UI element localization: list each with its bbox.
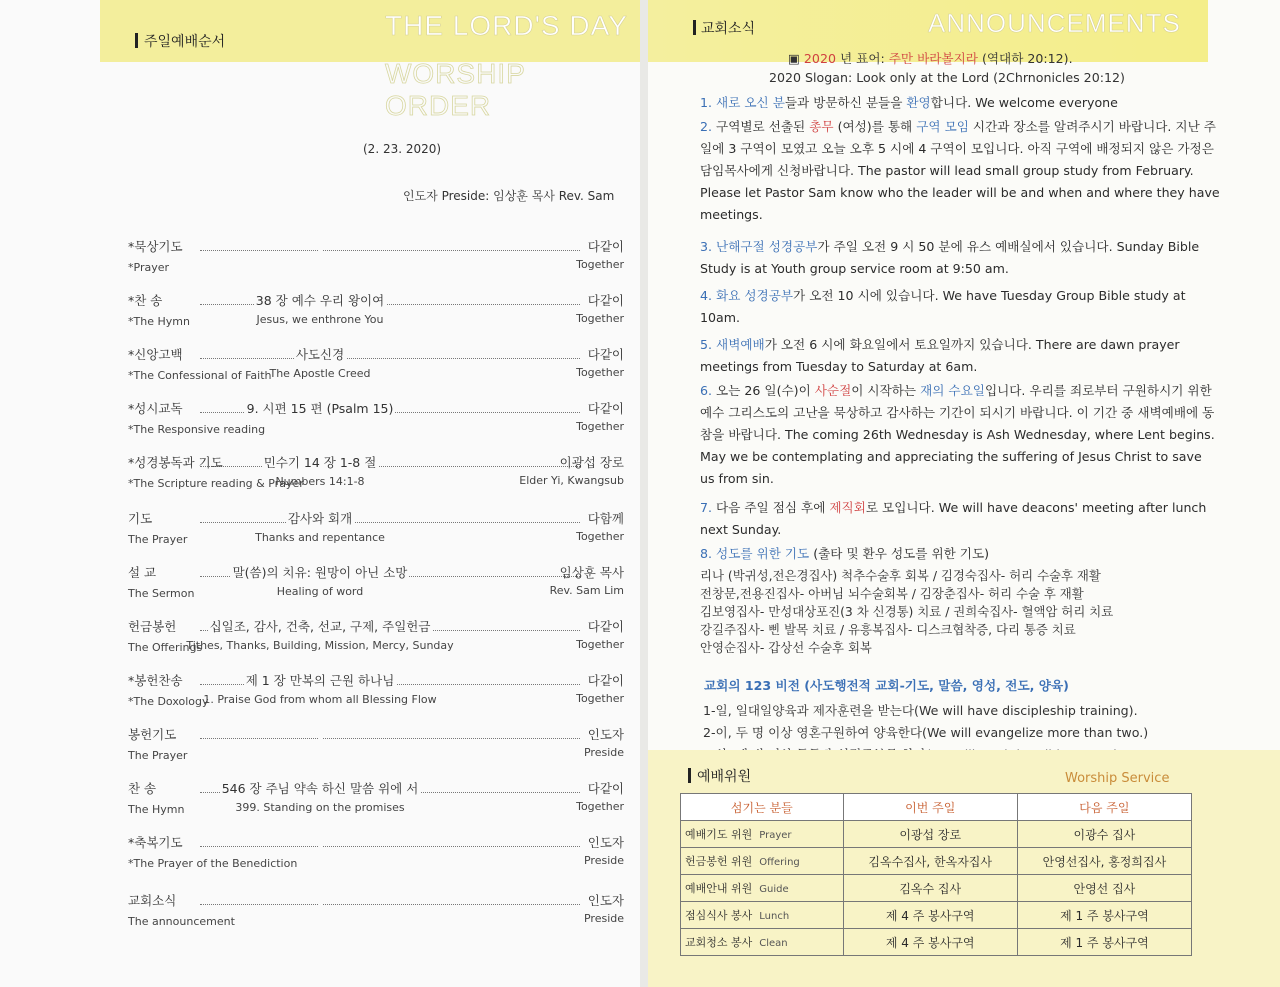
order-content-kr: 감사와 회개 bbox=[287, 511, 353, 526]
prayer-item: 전창문,전용진집사- 아버님 뇌수술회복 / 김장춘집사- 허리 수술 후 재활 bbox=[700, 586, 1084, 601]
order-content-en: Thanks and repentance bbox=[255, 531, 385, 544]
order-content-en: Tithes, Thanks, Building, Mission, Mercy, Sunday bbox=[186, 639, 454, 652]
header-roles: 섬기는 분들 bbox=[681, 794, 844, 821]
announcement-item bbox=[700, 116, 1220, 226]
order-title-en: *Prayer bbox=[128, 261, 170, 274]
order-title-kr: 설 교 bbox=[128, 565, 157, 580]
order-leader-en: Rev. Sam Lim bbox=[549, 584, 624, 597]
order-leader-kr: 다같이 bbox=[587, 781, 624, 796]
order-title-kr: 찬 송 bbox=[128, 781, 157, 796]
order-title-kr: *신앙고백 bbox=[128, 347, 183, 362]
order-leader-kr: 다같이 bbox=[587, 239, 624, 254]
order-title-kr: *성경봉독과 기도 bbox=[128, 455, 223, 470]
next-week-cell: 이광수 집사 bbox=[1017, 821, 1191, 848]
announcement-text: 새로 오신 분들과 방문하신 분들을 환영합니다. We welcome everyone bbox=[716, 95, 1118, 110]
order-title-en: *The Prayer of the Benediction bbox=[128, 857, 298, 870]
order-title-kr: *성시교독 bbox=[128, 401, 183, 416]
order-leader-en: Together bbox=[576, 800, 624, 813]
announcement-number: 3. bbox=[700, 239, 713, 254]
this-week-cell: 제 4 주 봉사구역 bbox=[843, 929, 1017, 956]
order-content-kr: 38 장 예수 우리 왕이여 bbox=[255, 293, 385, 308]
prayer-item: 안영순집사- 갑상선 수술후 회복 bbox=[700, 640, 872, 655]
this-week-cell: 이광섭 장로 bbox=[843, 821, 1017, 848]
order-leader-en: Preside bbox=[583, 854, 624, 867]
order-title-kr: 교회소식 bbox=[128, 893, 177, 908]
announcement-text: 구역별로 선출된 총무 (여성)를 통해 구역 모임 시간과 장소를 알려주시기 바랍니다. 지난 주일에 3 구역이 모였고 오늘 오후 5 시에 4 구역이 모입니다. 아직 구역에 배정되지 않은 가정은 담임목사에게 신청바랍니다. The pastor will lead small group study from February. Please let Pastor Sam know who the leader will be and when and where they have meetings. bbox=[700, 119, 1220, 222]
announcement-item bbox=[700, 380, 1220, 490]
role-cell: 예배안내 위원 Guide bbox=[681, 875, 844, 902]
order-leader-kr: 인도자 bbox=[587, 893, 624, 908]
order-leader-kr: 인도자 bbox=[587, 835, 624, 850]
section-marker bbox=[135, 33, 138, 48]
table-row bbox=[681, 821, 1192, 848]
order-content-kr bbox=[0, 237, 640, 252]
order-content-kr: 민수기 14 장 1-8 절 bbox=[263, 455, 377, 470]
order-title-kr: 헌금봉헌 bbox=[128, 619, 177, 634]
this-week-cell: 제 4 주 봉사구역 bbox=[843, 902, 1017, 929]
title-line-2: WORSHIP ORDER bbox=[385, 58, 526, 121]
prayer-item: 김보영집사- 만성대상포진(3 차 신경통) 치료 / 권희숙집사- 혈액암 허리 치료 bbox=[700, 604, 1114, 619]
announcement-text: 난해구절 성경공부가 주일 오전 9 시 50 분에 유스 예배실에서 있습니다. Sunday Bible Study is at Youth group service room at 9:50 am. bbox=[700, 239, 1200, 276]
announcement-number: 6. bbox=[700, 383, 713, 398]
header-next-week: 다음 주일 bbox=[1017, 794, 1191, 821]
order-content-kr bbox=[0, 833, 640, 848]
vision-item: 2-이, 두 명 이상 영혼구원하여 양육한다(We will evangelize more than two.) bbox=[703, 725, 1149, 740]
announcement-item bbox=[700, 285, 1220, 329]
announcement-text: 오는 26 일(수)이 사순절이 시작하는 재의 수요일입니다. 우리를 죄로부터 구원하시기 위한 예수 그리스도의 고난을 묵상하고 감사하는 기간이 되시기 바랍니다. 이 기간 중 새벽예배에 동참을 바랍니다. The coming 26th Wednesday is Ash Wednesday, where Lent begins. May we be contemplating and appreciating the suffering of Jesus Christ to save us from sin. bbox=[700, 383, 1215, 486]
section-label: 주일예배순서 bbox=[144, 34, 226, 50]
order-leader-kr: 다같이 bbox=[587, 293, 624, 308]
announcement-text: 성도를 위한 기도 (출타 및 환우 성도를 위한 기도) bbox=[716, 546, 990, 561]
section-marker bbox=[688, 768, 691, 783]
order-content-kr bbox=[0, 725, 640, 740]
order-leader-en: Preside bbox=[583, 912, 624, 925]
section-label: 교회소식 bbox=[701, 21, 756, 37]
this-week-cell: 김옥수집사, 한옥자집사 bbox=[843, 848, 1017, 875]
order-leader-en: Together bbox=[576, 638, 624, 651]
announcements-title: ANNOUNCEMENTS bbox=[928, 8, 1181, 38]
order-title-en: *The Hymn bbox=[128, 315, 190, 328]
order-leader-en: Preside bbox=[583, 746, 624, 759]
service-label: 예배위원 bbox=[697, 769, 752, 785]
announcement-number: 2. bbox=[700, 119, 713, 134]
prayer-item: 강길주집사- 삔 발목 치료 / 유흥복집사- 디스크협착증, 다리 통증 치료 bbox=[700, 622, 1076, 637]
title-line-1: THE LORD'S DAY bbox=[385, 10, 628, 41]
order-content-en: 399. Standing on the promises bbox=[235, 801, 405, 814]
order-content-kr: 9. 시편 15 편 (Psalm 15) bbox=[246, 401, 394, 416]
worship-service-table bbox=[680, 793, 1192, 956]
next-week-cell: 안영선집사, 홍정희집사 bbox=[1017, 848, 1191, 875]
announcement-item bbox=[700, 334, 1220, 378]
order-title-en: The Offerings bbox=[128, 641, 203, 654]
order-title-en: The Prayer bbox=[128, 533, 188, 546]
order-title-en: The Sermon bbox=[128, 587, 195, 600]
announcement-number: 1. bbox=[700, 95, 713, 110]
order-title-kr: 기도 bbox=[128, 511, 153, 526]
order-content-kr: 제 1 장 만복의 근원 하나님 bbox=[245, 673, 395, 688]
order-title-en: The announcement bbox=[128, 915, 235, 928]
order-leader-kr: 임상훈 목사 bbox=[559, 565, 624, 580]
order-content-kr: 사도신경 bbox=[295, 347, 345, 362]
next-week-cell: 제 1 주 봉사구역 bbox=[1017, 929, 1191, 956]
announcement-number: 7. bbox=[700, 500, 713, 515]
order-title-kr: *축복기도 bbox=[128, 835, 183, 850]
table-row bbox=[681, 929, 1192, 956]
order-content-kr: 십일조, 감사, 건축, 선교, 구제, 주일헌금 bbox=[209, 619, 431, 634]
table-row bbox=[681, 875, 1192, 902]
table-row bbox=[681, 848, 1192, 875]
order-leader-en: Together bbox=[576, 692, 624, 705]
order-content-kr: 말(씀)의 치유: 원망이 아닌 소망 bbox=[232, 565, 408, 580]
order-leader-kr: 다함께 bbox=[587, 511, 624, 526]
order-leader-kr: 다같이 bbox=[587, 401, 624, 416]
order-title-en: *The Doxology bbox=[128, 695, 209, 708]
role-cell: 교회청소 봉사 Clean bbox=[681, 929, 844, 956]
announcement-text: 새벽예배가 오전 6 시에 화요일에서 토요일까지 있습니다. There are dawn prayer meetings from Tuesday to Saturday at 6am. bbox=[700, 337, 1180, 374]
order-leader-kr: 다같이 bbox=[587, 347, 624, 362]
role-cell: 예배기도 위원 Prayer bbox=[681, 821, 844, 848]
slogan-en: 2020 Slogan: Look only at the Lord (2Chrnonicles 20:12) bbox=[769, 70, 1125, 85]
announcement-item bbox=[700, 92, 1220, 114]
announcement-number: 4. bbox=[700, 288, 713, 303]
announcement-number: 5. bbox=[700, 337, 713, 352]
order-leader-kr: 다같이 bbox=[587, 619, 624, 634]
prayer-item: 리나 (박귀성,전은경집사) 척추수술후 회복 / 김경숙집사- 허리 수술후 재활 bbox=[700, 568, 1101, 583]
order-title-en: The Prayer bbox=[128, 749, 188, 762]
page-gutter bbox=[640, 0, 648, 987]
service-en-label: Worship Service bbox=[1065, 771, 1170, 786]
order-content-en: Numbers 14:1-8 bbox=[275, 475, 365, 488]
order-content-en: Healing of word bbox=[276, 585, 364, 598]
order-leader-en: Elder Yi, Kwangsub bbox=[519, 474, 624, 487]
order-leader-en: Together bbox=[576, 312, 624, 325]
order-title-en: The Hymn bbox=[128, 803, 185, 816]
announcements-page bbox=[648, 0, 1280, 987]
order-leader-kr: 이광섭 장로 bbox=[559, 455, 624, 470]
announcement-item bbox=[700, 497, 1220, 541]
order-title-kr: *묵상기도 bbox=[128, 239, 183, 254]
order-title-en: *The Responsive reading bbox=[128, 423, 266, 436]
role-cell: 점심식사 봉사 Lunch bbox=[681, 902, 844, 929]
order-title-en: *The Confessional of Faith bbox=[128, 369, 272, 382]
order-content-kr: 546 장 주님 약속 하신 말씀 위에 서 bbox=[221, 781, 419, 796]
order-leader-kr: 다같이 bbox=[587, 673, 624, 688]
order-content-en: Jesus, we enthrone You bbox=[256, 313, 384, 326]
order-title-kr: 봉헌기도 bbox=[128, 727, 177, 742]
service-date: (2. 23. 2020) bbox=[363, 142, 442, 156]
table-row bbox=[681, 902, 1192, 929]
next-week-cell: 안영선 집사 bbox=[1017, 875, 1191, 902]
slogan-kr: ▣ 2020 년 표어: 주만 바라볼지라 (역대하 20:12). bbox=[788, 51, 1073, 66]
order-content-en: The Apostle Creed bbox=[269, 367, 371, 380]
header-this-week: 이번 주일 bbox=[843, 794, 1017, 821]
announcement-text: 다음 주일 점심 후에 제직회로 모입니다. We will have deacons' meeting after lunch next Sunday. bbox=[700, 500, 1207, 537]
order-leader-en: Together bbox=[576, 530, 624, 543]
vision-item: 1-일, 일대일양육과 제자훈련을 받는다(We will have discipleship training). bbox=[703, 703, 1138, 718]
announcement-text: 화요 성경공부가 오전 10 시에 있습니다. We have Tuesday Group Bible study at 10am. bbox=[700, 288, 1186, 325]
role-cell: 헌금봉헌 위원 Offering bbox=[681, 848, 844, 875]
order-leader-en: Together bbox=[576, 258, 624, 271]
announcement-item bbox=[700, 543, 1220, 565]
order-leader-en: Together bbox=[576, 366, 624, 379]
order-leader-en: Together bbox=[576, 420, 624, 433]
order-title-kr: *봉헌찬송 bbox=[128, 673, 183, 688]
presider: 인도자 Preside: 임상훈 목사 Rev. Sam bbox=[403, 189, 615, 203]
next-week-cell: 제 1 주 봉사구역 bbox=[1017, 902, 1191, 929]
this-week-cell: 김옥수 집사 bbox=[843, 875, 1017, 902]
order-leader-kr: 인도자 bbox=[587, 727, 624, 742]
announcement-number: 8. bbox=[700, 546, 713, 561]
order-content-kr bbox=[0, 891, 640, 906]
announcement-item bbox=[700, 236, 1220, 280]
section-marker bbox=[693, 20, 696, 35]
order-title-en: *The Scripture reading & Prayer bbox=[128, 477, 304, 490]
order-content-en: 1. Praise God from whom all Blessing Flow bbox=[203, 693, 437, 706]
order-title-kr: *찬 송 bbox=[128, 293, 163, 308]
vision-title: 교회의 123 비전 (사도행전적 교회-기도, 말씀, 영성, 전도, 양육) bbox=[704, 678, 1069, 693]
